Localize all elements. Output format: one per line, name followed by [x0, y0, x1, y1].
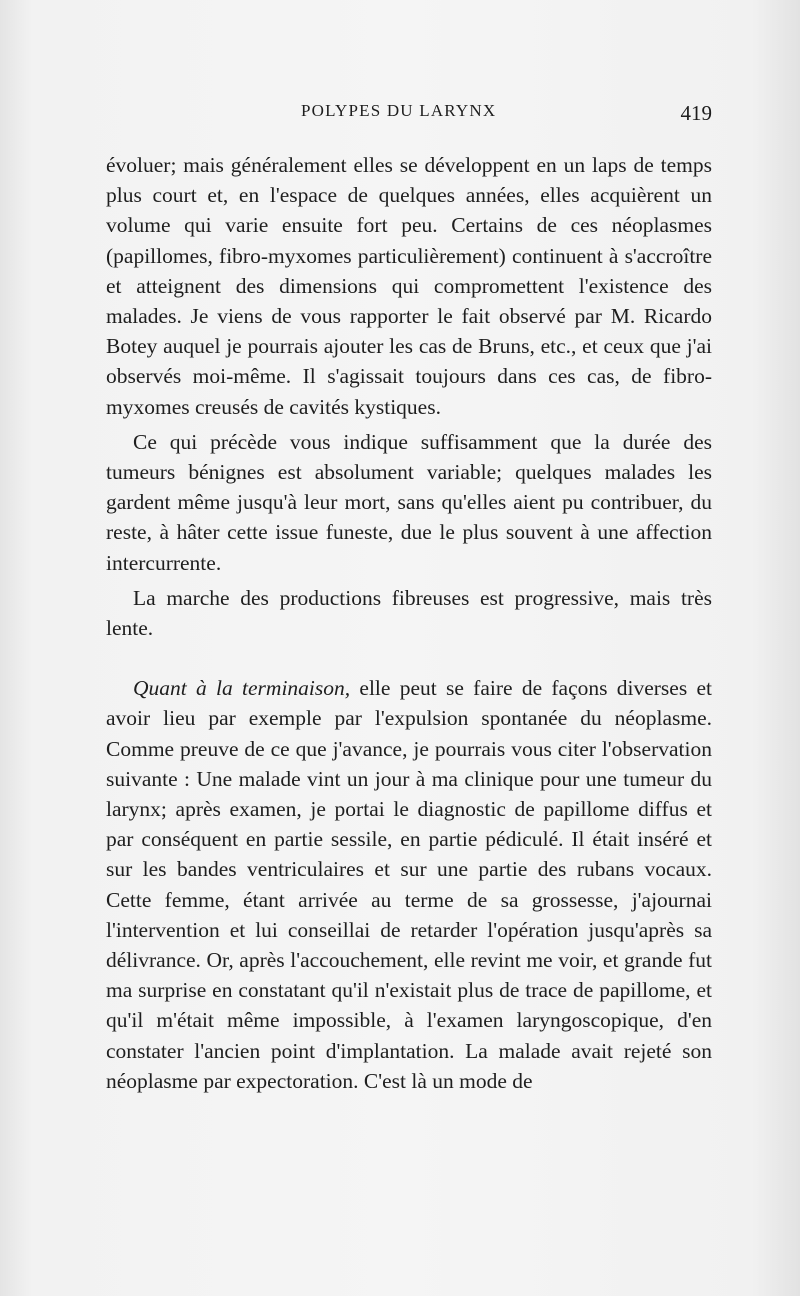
running-header	[106, 101, 712, 131]
page-number: 419	[680, 101, 712, 125]
body-text	[106, 150, 712, 1096]
running-title: POLYPES DU LARYNX	[301, 101, 497, 120]
termination-text: elle peut se faire de façons diverses et avoir lieu par exemple par l'expulsion spontanée du néoplasme. Comme preuve de ce que j'avance, je pourrais vous citer l'observation suivante : Une malade vint un jour à ma clinique pour une tumeur du larynx; après examen, je portai le diagnostic de papillome diffus et par conséquent en partie sessile, en partie pédiculé. Il était inséré et sur les bandes ventriculaires et sur une partie des rubans vocaux. Cette femme, étant arrivée au terme de sa grossesse, j'ajournai l'intervention et lui conseillai de retarder l'opération jusqu'après sa délivrance. Or, après l'accouchement, elle revint me voir, et grande fut ma surprise en constatant qu'il n'existait plus de trace de papillome, et qu'il m'était même impossible, à l'examen laryngoscopique, d'en constater l'ancien point d'implantation. La malade avait rejeté son néoplasme par expectoration. C'est là un mode de	[106, 676, 712, 1093]
paragraph-continuation: évoluer; mais généralement elles se développent en un laps de temps plus court et, en l'espace de quelques années, elles acquièrent un volume qui varie ensuite fort peu. Certains de ces néoplasmes (papillomes, fibro-myxomes particulièrement) continuent à s'accroître et atteignent des dimensions qui compromettent l'existence des malades. Je viens de vous rapporter le fait observé par M. Ricardo Botey auquel je pourrais ajouter les cas de Bruns, etc., et ceux que j'ai observés moi-même. Il s'agissait toujours dans ces cas, de fibro-myxomes creusés de cavités kystiques.	[106, 153, 712, 419]
termination-lead: Quant à la terminaison,	[133, 676, 351, 701]
paragraph-progression: La marche des productions fibreuses est progressive, mais très lente.	[106, 585, 712, 641]
paragraph-termination	[106, 673, 712, 1096]
paragraph-duration: Ce qui précède vous indique suffisamment que la durée des tumeurs bénignes est absolument variable; quelques malades les gardent même jusqu'à leur mort, sans qu'elles aient pu contribuer, du reste, à hâter cette issue funeste, due le plus souvent à une affection intercurrente.	[106, 429, 712, 575]
